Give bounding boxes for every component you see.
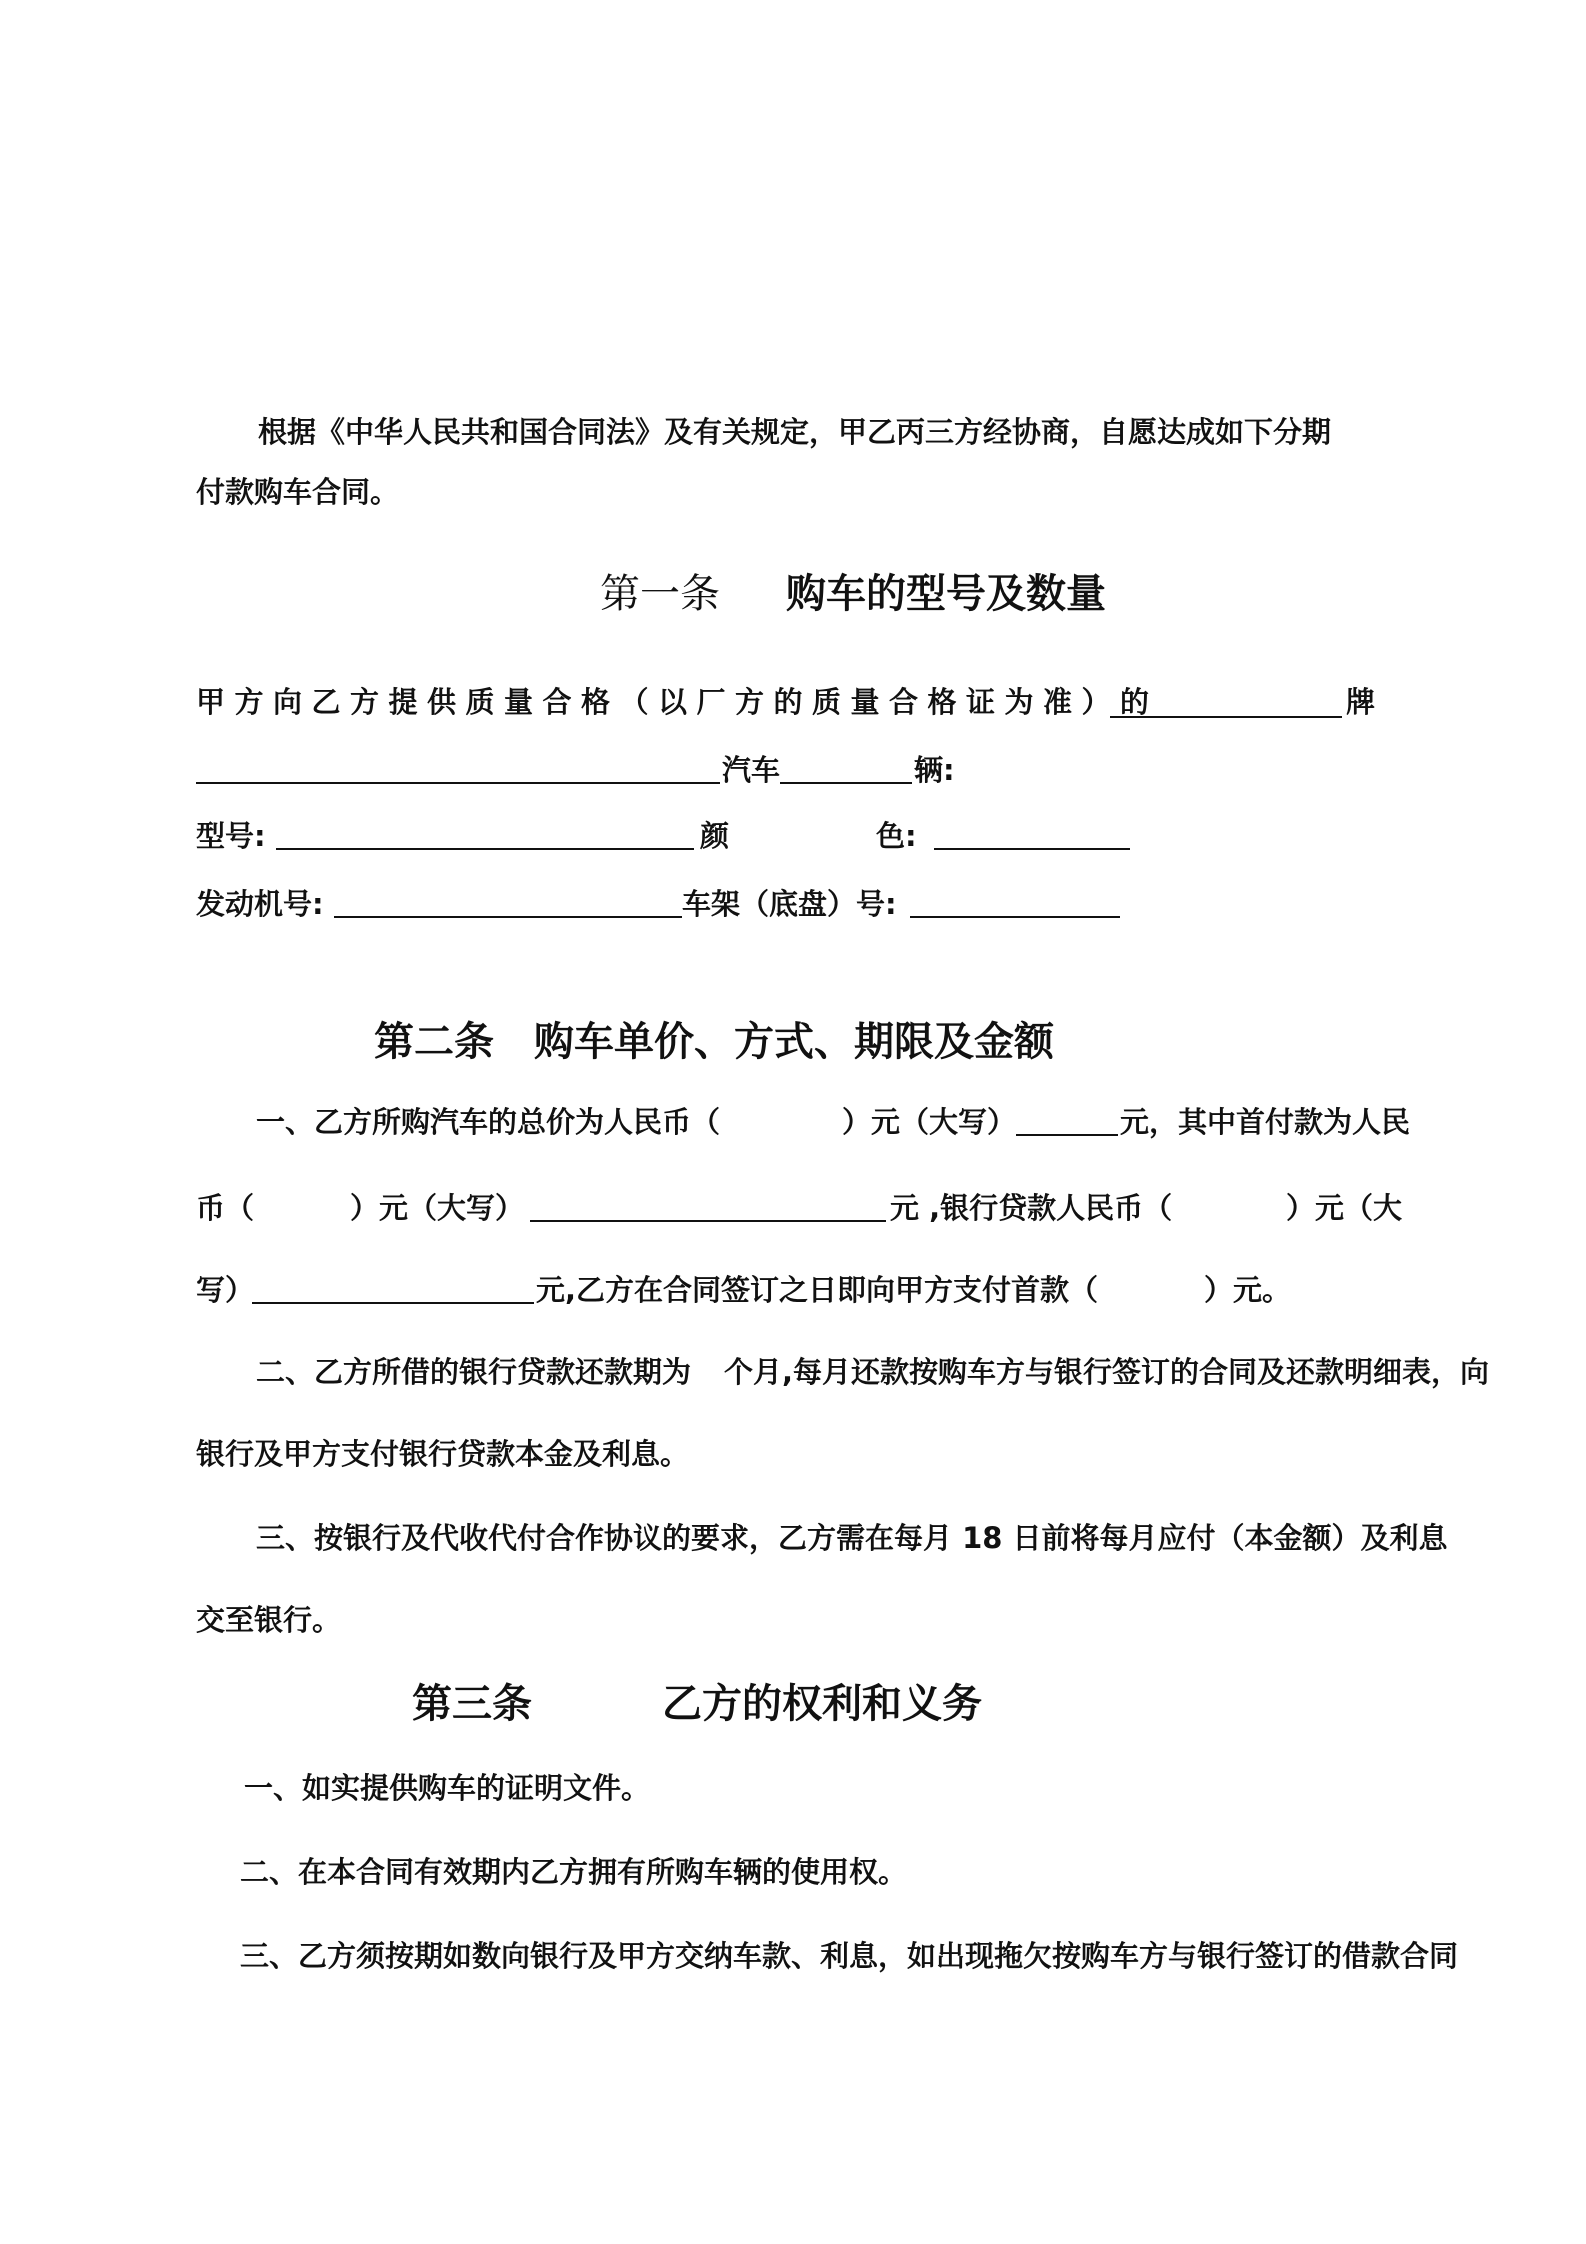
article-1-title: 购车的型号及数量 bbox=[786, 571, 1106, 617]
article-2-p1-i: 元,乙方在合同签订之日即向甲方支付首款（ bbox=[536, 1273, 1099, 1307]
article-2-p1-e: ）元（大写） bbox=[350, 1191, 525, 1225]
car-label: 汽车 bbox=[722, 753, 781, 787]
color-label-b: 色: bbox=[876, 819, 917, 853]
loan-caps-blank[interactable] bbox=[252, 1276, 534, 1304]
model-name-blank[interactable] bbox=[196, 756, 720, 784]
frame-number-label: 车架（底盘）号: bbox=[682, 887, 897, 921]
article-2-title: 第二条 购车单价、方式、期限及金额 bbox=[374, 1019, 1054, 1065]
total-price-caps-blank[interactable] bbox=[1016, 1108, 1118, 1136]
article-2-p2-a: 二、乙方所借的银行贷款还款期为 bbox=[256, 1355, 692, 1389]
article-2-p1-f: 元 ,银行贷款人民币（ bbox=[890, 1191, 1173, 1225]
article-2-p1-j: ）元。 bbox=[1204, 1273, 1292, 1307]
article-2-p1-g: ）元（大 bbox=[1286, 1191, 1403, 1225]
article-1-line-1: 甲方向乙方提供质量合格（以厂方的质量合格证为准）的 bbox=[196, 685, 1159, 719]
engine-number-blank[interactable] bbox=[334, 890, 682, 918]
intro-line-1: 根据《中华人民共和国合同法》及有关规定，甲乙丙三方经协商，自愿达成如下分期 bbox=[258, 415, 1332, 449]
unit-label: 辆: bbox=[914, 753, 955, 787]
article-3-item-3: 三、乙方须按期如数向银行及甲方交纳车款、利息，如出现拖欠按购车方与银行签订的借款合同 bbox=[240, 1939, 1459, 1973]
article-2-p1-h: 写） bbox=[196, 1273, 255, 1307]
quantity-blank[interactable] bbox=[780, 756, 912, 784]
color-label-a: 颜 bbox=[700, 819, 730, 853]
intro-line-2: 付款购车合同。 bbox=[196, 475, 400, 509]
article-3-item-1: 一、如实提供购车的证明文件。 bbox=[244, 1771, 651, 1805]
frame-number-blank[interactable] bbox=[910, 890, 1120, 918]
brand-blank[interactable] bbox=[1110, 690, 1342, 718]
model-blank[interactable] bbox=[276, 822, 694, 850]
article-2-p1-b: ）元（大写） bbox=[842, 1105, 1017, 1139]
article-2-p1-d: 币（ bbox=[196, 1191, 255, 1225]
article-1-number: 第一条 bbox=[600, 571, 720, 617]
article-2-p2-b: 个月,每月还款按购车方与银行签订的合同及还款明细表，向 bbox=[724, 1355, 1490, 1389]
engine-number-label: 发动机号: bbox=[196, 887, 324, 921]
color-blank[interactable] bbox=[934, 822, 1130, 850]
article-3-title: 乙方的权利和义务 bbox=[662, 1681, 982, 1727]
article-1-brand-suffix: 牌 bbox=[1346, 685, 1376, 719]
article-2-p1-c: 元，其中首付款为人民 bbox=[1120, 1105, 1411, 1139]
article-2-p2-c: 银行及甲方支付银行贷款本金及利息。 bbox=[196, 1437, 690, 1471]
down-payment-caps-blank[interactable] bbox=[530, 1194, 886, 1222]
article-3-number: 第三条 bbox=[412, 1681, 532, 1727]
article-3-item-2: 二、在本合同有效期内乙方拥有所购车辆的使用权。 bbox=[240, 1855, 908, 1889]
article-2-p1-a: 一、乙方所购汽车的总价为人民币（ bbox=[256, 1105, 721, 1139]
article-2-p3-b: 交至银行。 bbox=[196, 1603, 342, 1637]
model-label: 型号: bbox=[196, 819, 266, 853]
article-2-p3-a: 三、按银行及代收代付合作协议的要求，乙方需在每月 18 日前将每月应付（本金额）及利息 bbox=[256, 1521, 1448, 1555]
